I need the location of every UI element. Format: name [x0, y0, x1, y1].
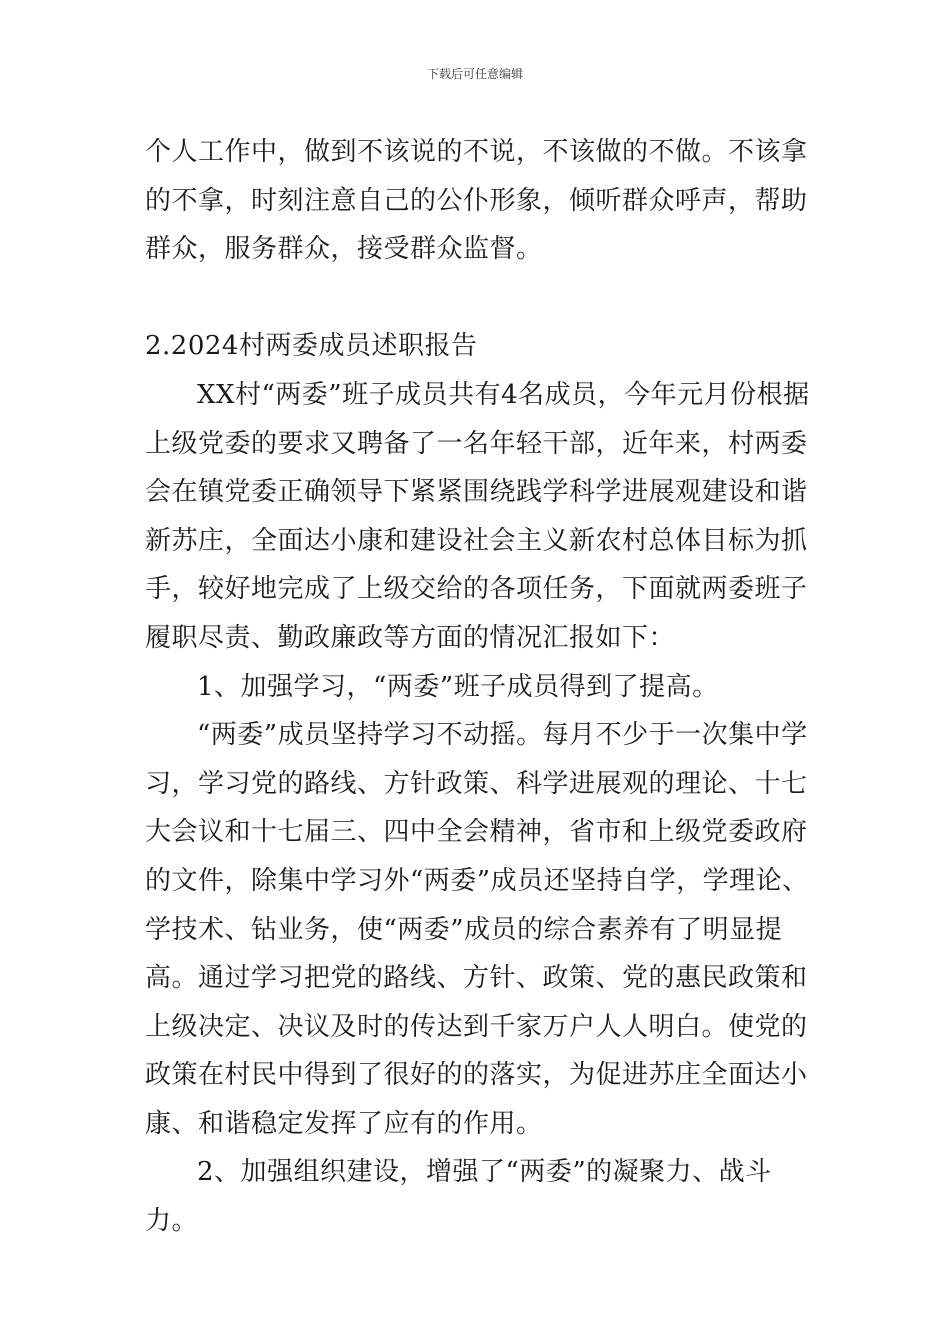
subheading-organization: 2、加强组织建设，增强了“两委”的凝聚力、战斗力。 — [145, 1157, 772, 1237]
paragraph-conduct: 个人工作中，做到不该说的不说，不该做的不做。不该拿的不拿，时刻注意自己的公仆形象，倾听群众呼声，帮助群众，服务群众，接受群众监督。 — [145, 137, 808, 265]
paragraph-study: “两委”成员坚持学习不动摇。每月不少于一次集中学习，学习党的路线、方针政策、科学进展观的理论、十七大会议和十七届三、四中全会精神，省市和上级党委政府的文件，除集中学习外“两委”成员还坚持自学，学理论、学技术、钻业务，使“两委”成员的综合素养有了明显提高。通过学习把党的路线、方针、政策、党的惠民政策和上级决定、决议及时的传达到千家万户人人明白。使党的政策在村民中得到了很好的的落实，为促进苏庄全面达小康、和谐稳定发挥了应有的作用。 — [145, 720, 809, 1139]
subheading-study: 1、加强学习，“两委”班子成员得到了提高。 — [197, 671, 719, 702]
section-heading-report: 2.2024村两委成员述职报告 — [145, 331, 478, 362]
paragraph-intro: XX村“两委”班子成员共有4名成员，今年元月份根据上级党委的要求又聘备了一名年轻干部，近年来，村两委会在镇党委正确领导下紧紧围绕践学科学进展观建设和谐新苏庄，全面达小康和建设社会主义新农村总体目标为抓手，较好地完成了上级交给的各项任务，下面就两委班子履职尽责、勤政廉政等方面的情况汇报如下： — [145, 379, 810, 653]
page-header-note: 下载后可任意编辑 — [426, 67, 523, 81]
document-body — [145, 128, 810, 1246]
